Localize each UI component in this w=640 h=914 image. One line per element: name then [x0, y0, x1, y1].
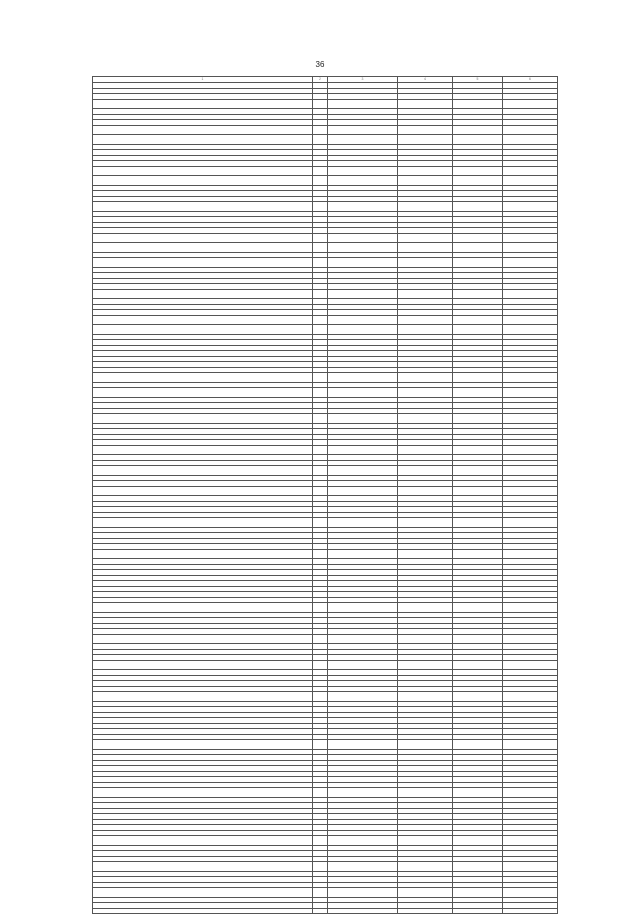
table-cell: [313, 445, 328, 455]
table-cell: [398, 325, 453, 335]
table-cell: [398, 836, 453, 846]
table-cell: [453, 740, 503, 750]
table-cell: [503, 634, 558, 644]
table-cell: [453, 549, 503, 559]
table-row: [93, 634, 558, 644]
table-cell: [503, 289, 558, 299]
table-row: [93, 202, 558, 212]
table-row: [93, 99, 558, 109]
table-cell: [398, 862, 453, 872]
table-cell: [503, 445, 558, 455]
column-header: 5: [453, 77, 503, 83]
table-cell: [453, 289, 503, 299]
table-cell: [398, 603, 453, 613]
table-cell: [328, 692, 398, 702]
table-row: [93, 233, 558, 243]
table-cell: [398, 518, 453, 528]
table-cell: [93, 888, 313, 898]
table-cell: [313, 176, 328, 186]
table-row: [93, 325, 558, 335]
table-cell: [328, 388, 398, 398]
table-row: [93, 388, 558, 398]
table-cell: [453, 445, 503, 455]
table-cell: [398, 788, 453, 798]
table-cell: [398, 660, 453, 670]
table-cell: [503, 388, 558, 398]
table-cell: [503, 325, 558, 335]
table-cell: [93, 315, 313, 325]
table-cell: [398, 740, 453, 750]
table-cell: [398, 692, 453, 702]
table-body: [93, 83, 558, 914]
table-cell: [453, 908, 503, 914]
table-cell: [313, 258, 328, 268]
table-cell: [453, 125, 503, 135]
table-cell: [453, 862, 503, 872]
table-cell: [313, 166, 328, 176]
table-cell: [93, 466, 313, 476]
table-cell: [93, 486, 313, 496]
table-cell: [313, 414, 328, 424]
table-cell: [313, 373, 328, 383]
table-cell: [328, 888, 398, 898]
table-cell: [453, 603, 503, 613]
table-cell: [328, 414, 398, 424]
table-cell: [93, 862, 313, 872]
table-cell: [313, 486, 328, 496]
table-cell: [398, 289, 453, 299]
table-cell: [328, 202, 398, 212]
table-cell: [93, 289, 313, 299]
table-cell: [328, 176, 398, 186]
table-cell: [313, 466, 328, 476]
budget-table: [92, 76, 558, 914]
table-cell: [398, 549, 453, 559]
table-cell: [398, 388, 453, 398]
table-cell: [398, 634, 453, 644]
table-cell: [453, 373, 503, 383]
table-cell: [453, 258, 503, 268]
table-row: [93, 125, 558, 135]
table-cell: [453, 888, 503, 898]
table-row: [93, 549, 558, 559]
table-cell: [328, 518, 398, 528]
table-cell: [328, 166, 398, 176]
table-cell: [93, 740, 313, 750]
table-cell: [398, 243, 453, 253]
table-cell: [93, 518, 313, 528]
table-cell: [503, 486, 558, 496]
table-cell: [313, 289, 328, 299]
table-row: [93, 243, 558, 253]
table-cell: [328, 99, 398, 109]
table-cell: [313, 888, 328, 898]
table-cell: [93, 836, 313, 846]
table-cell: [313, 660, 328, 670]
table-cell: [503, 243, 558, 253]
table-cell: [453, 315, 503, 325]
table-cell: [503, 373, 558, 383]
table-cell: [328, 836, 398, 846]
table-row: [93, 518, 558, 528]
table-cell: [328, 373, 398, 383]
table-cell: [453, 692, 503, 702]
table-cell: [328, 258, 398, 268]
table-cell: [503, 862, 558, 872]
table-cell: [328, 466, 398, 476]
table-cell: [313, 836, 328, 846]
table-cell: [328, 233, 398, 243]
table-cell: [328, 603, 398, 613]
table-cell: [503, 414, 558, 424]
table-cell: [93, 99, 313, 109]
page-number: 36: [315, 60, 325, 69]
table-cell: [313, 634, 328, 644]
table-cell: [503, 315, 558, 325]
table-cell: [453, 518, 503, 528]
table-cell: [328, 862, 398, 872]
table-cell: [503, 836, 558, 846]
table-cell: [453, 414, 503, 424]
table-cell: [313, 125, 328, 135]
column-header: 1: [93, 77, 313, 83]
table-cell: [398, 135, 453, 145]
table-row: [93, 315, 558, 325]
table-cell: [503, 176, 558, 186]
table-cell: [453, 466, 503, 476]
table-cell: [328, 135, 398, 145]
table-cell: [503, 258, 558, 268]
table-cell: [503, 125, 558, 135]
table-row: [93, 466, 558, 476]
table-cell: [503, 788, 558, 798]
table-cell: [503, 692, 558, 702]
table-cell: [93, 176, 313, 186]
table-row: [93, 603, 558, 613]
table-cell: [453, 836, 503, 846]
table-row: [93, 788, 558, 798]
table-cell: [93, 166, 313, 176]
table-cell: [453, 388, 503, 398]
table-cell: [313, 233, 328, 243]
table-cell: [503, 518, 558, 528]
table-row: [93, 445, 558, 455]
table-cell: [313, 692, 328, 702]
table-cell: [313, 315, 328, 325]
table-cell: [503, 466, 558, 476]
table-cell: [313, 862, 328, 872]
table-cell: [503, 99, 558, 109]
column-header: 2: [313, 77, 328, 83]
table-cell: [328, 908, 398, 914]
table-cell: [453, 325, 503, 335]
table-cell: [93, 373, 313, 383]
table-cell: [93, 549, 313, 559]
table-cell: [93, 135, 313, 145]
table-cell: [503, 908, 558, 914]
table-cell: [93, 908, 313, 914]
table-cell: [93, 603, 313, 613]
table-cell: [453, 166, 503, 176]
table-cell: [93, 202, 313, 212]
table-cell: [93, 414, 313, 424]
table-cell: [398, 202, 453, 212]
table-row: [93, 740, 558, 750]
table-cell: [313, 325, 328, 335]
table-row: [93, 486, 558, 496]
table-cell: [328, 549, 398, 559]
table-cell: [503, 888, 558, 898]
table-row: [93, 258, 558, 268]
table-row: [93, 414, 558, 424]
table-cell: [93, 692, 313, 702]
table-cell: [93, 634, 313, 644]
table-cell: [453, 788, 503, 798]
table-cell: [313, 788, 328, 798]
table-cell: [453, 202, 503, 212]
table-cell: [93, 445, 313, 455]
table-cell: [313, 740, 328, 750]
table-cell: [453, 233, 503, 243]
table-cell: [503, 549, 558, 559]
table-cell: [93, 388, 313, 398]
table-cell: [398, 486, 453, 496]
table-cell: [328, 445, 398, 455]
table-cell: [313, 202, 328, 212]
table-cell: [398, 233, 453, 243]
table-cell: [398, 166, 453, 176]
table-row: [93, 289, 558, 299]
table-cell: [453, 660, 503, 670]
table-cell: [453, 243, 503, 253]
table-row: [93, 692, 558, 702]
table-cell: [328, 788, 398, 798]
table-cell: [93, 325, 313, 335]
table-row: [93, 166, 558, 176]
table-cell: [503, 166, 558, 176]
table-cell: [398, 176, 453, 186]
table-cell: [398, 125, 453, 135]
table-cell: [93, 125, 313, 135]
table-cell: [313, 603, 328, 613]
table-cell: [398, 888, 453, 898]
table-row: [93, 888, 558, 898]
table-cell: [328, 486, 398, 496]
table-cell: [398, 258, 453, 268]
column-header: 4: [398, 77, 453, 83]
table-cell: [328, 325, 398, 335]
table-cell: [313, 135, 328, 145]
table-cell: [398, 373, 453, 383]
column-header: 6: [503, 77, 558, 83]
table-cell: [313, 388, 328, 398]
table-cell: [503, 603, 558, 613]
column-header: 3: [328, 77, 398, 83]
table-row: [93, 862, 558, 872]
table-cell: [328, 125, 398, 135]
table-cell: [453, 176, 503, 186]
table-cell: [503, 660, 558, 670]
table-cell: [503, 740, 558, 750]
table-cell: [93, 788, 313, 798]
table-cell: [398, 99, 453, 109]
table-cell: [398, 414, 453, 424]
table-cell: [313, 99, 328, 109]
table-cell: [93, 660, 313, 670]
table-cell: [313, 518, 328, 528]
table-cell: [328, 289, 398, 299]
table-cell: [503, 202, 558, 212]
table-row: [93, 176, 558, 186]
table-cell: [453, 634, 503, 644]
table-cell: [503, 135, 558, 145]
table-cell: [93, 233, 313, 243]
table-cell: [313, 908, 328, 914]
table-cell: [398, 466, 453, 476]
table-cell: [328, 315, 398, 325]
table-row: [93, 660, 558, 670]
table-cell: [398, 315, 453, 325]
table-cell: [453, 135, 503, 145]
table-cell: [453, 486, 503, 496]
table-cell: [313, 549, 328, 559]
table-cell: [503, 233, 558, 243]
table-cell: [328, 660, 398, 670]
table-cell: [398, 908, 453, 914]
table-cell: [453, 99, 503, 109]
table-cell: [328, 634, 398, 644]
table-cell: [93, 243, 313, 253]
table-row: [93, 135, 558, 145]
table-row: [93, 836, 558, 846]
table-cell: [398, 445, 453, 455]
table-row: [93, 908, 558, 914]
table-cell: [313, 243, 328, 253]
table-row: [93, 373, 558, 383]
table-cell: [93, 258, 313, 268]
table-cell: [328, 243, 398, 253]
table-cell: [328, 740, 398, 750]
